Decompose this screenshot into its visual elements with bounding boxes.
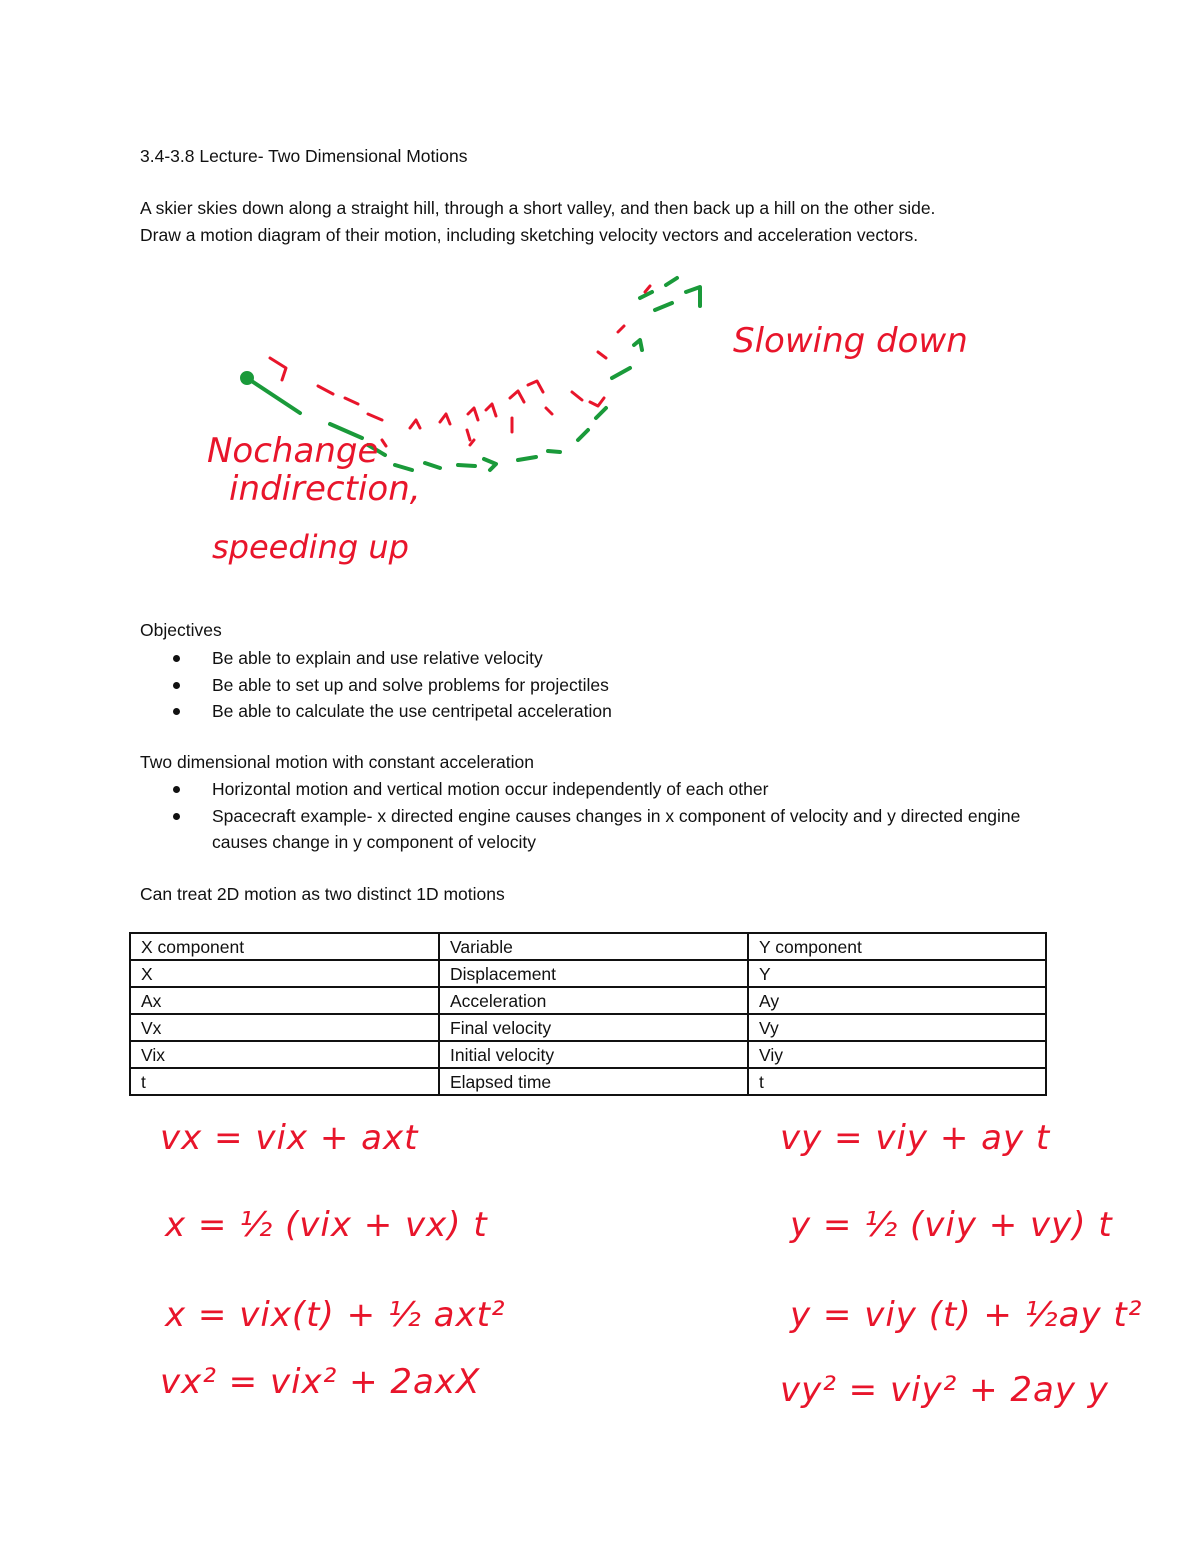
intro-line-1: A skier skies down along a straight hill, through a short valley, and then back up a hill on the other side. bbox=[140, 198, 936, 218]
objective-item: Be able to set up and solve problems for projectiles bbox=[140, 672, 1060, 699]
objectives-heading: Objectives bbox=[140, 620, 222, 640]
bullet-icon bbox=[173, 655, 180, 662]
table-cell: Initial velocity bbox=[439, 1041, 748, 1068]
two-d-list bbox=[140, 776, 1060, 856]
table-cell: Y bbox=[748, 960, 1046, 987]
two-d-item: Spacecraft example- x directed engine causes changes in x component of velocity and y directed engine causes change in y component of velocity bbox=[140, 803, 1060, 856]
note-slowing-down: Slowing down bbox=[733, 321, 968, 361]
equation-x-2: x = ½ (vix + vx) t bbox=[165, 1205, 488, 1245]
equation-y-1: vy = viy + ay t bbox=[780, 1118, 1051, 1158]
objectives-list bbox=[140, 645, 1060, 725]
bullet-icon bbox=[173, 708, 180, 715]
equation-y-4: vy² = viy² + 2ay y bbox=[780, 1370, 1109, 1410]
table-row bbox=[130, 1041, 1046, 1068]
table-row bbox=[130, 1014, 1046, 1041]
bullet-icon bbox=[173, 786, 180, 793]
two-d-item: Horizontal motion and vertical motion occur independently of each other bbox=[140, 776, 1060, 803]
intro-line-2: Draw a motion diagram of their motion, including sketching velocity vectors and acceleration vectors. bbox=[140, 225, 919, 245]
equation-x-4: vx² = vix² + 2axX bbox=[160, 1362, 481, 1402]
equation-x-1: vx = vix + axt bbox=[160, 1118, 419, 1158]
table-row bbox=[130, 1068, 1046, 1095]
equation-y-3: y = viy (t) + ½ay t² bbox=[790, 1295, 1143, 1335]
table-row bbox=[130, 933, 1046, 960]
equation-x-3: x = vix(t) + ½ axt² bbox=[165, 1295, 506, 1335]
objective-item: Be able to explain and use relative velocity bbox=[140, 645, 1060, 672]
table-cell: Viy bbox=[748, 1041, 1046, 1068]
bullet-icon bbox=[173, 813, 180, 820]
note-in-direction: indirection, bbox=[229, 469, 421, 509]
acceleration-vectors bbox=[270, 286, 650, 446]
table-cell: Final velocity bbox=[439, 1014, 748, 1041]
table-cell: Variable bbox=[439, 933, 748, 960]
table-cell: t bbox=[130, 1068, 439, 1095]
table-cell: Elapsed time bbox=[439, 1068, 748, 1095]
equation-y-2: y = ½ (viy + vy) t bbox=[790, 1205, 1113, 1245]
table-cell: X component bbox=[130, 933, 439, 960]
note-no-change: Nochange bbox=[207, 431, 379, 471]
table-row bbox=[130, 987, 1046, 1014]
table-cell: Vix bbox=[130, 1041, 439, 1068]
treat-statement: Can treat 2D motion as two distinct 1D motions bbox=[140, 884, 505, 904]
table-cell: Displacement bbox=[439, 960, 748, 987]
page-title: 3.4-3.8 Lecture- Two Dimensional Motions bbox=[140, 146, 468, 166]
objective-item: Be able to calculate the use centripetal acceleration bbox=[140, 698, 1060, 725]
table-cell: Vx bbox=[130, 1014, 439, 1041]
table-cell: Acceleration bbox=[439, 987, 748, 1014]
table-row bbox=[130, 960, 1046, 987]
motion-diagram-sketch bbox=[0, 0, 1200, 620]
table-cell: Ax bbox=[130, 987, 439, 1014]
table-cell: Y component bbox=[748, 933, 1046, 960]
bullet-icon bbox=[173, 682, 180, 689]
table-cell: X bbox=[130, 960, 439, 987]
note-speeding-up: speeding up bbox=[212, 528, 409, 566]
table-cell: t bbox=[748, 1068, 1046, 1095]
table-cell: Vy bbox=[748, 1014, 1046, 1041]
component-table bbox=[129, 932, 1047, 1096]
table-cell: Ay bbox=[748, 987, 1046, 1014]
two-d-heading: Two dimensional motion with constant acceleration bbox=[140, 752, 534, 772]
